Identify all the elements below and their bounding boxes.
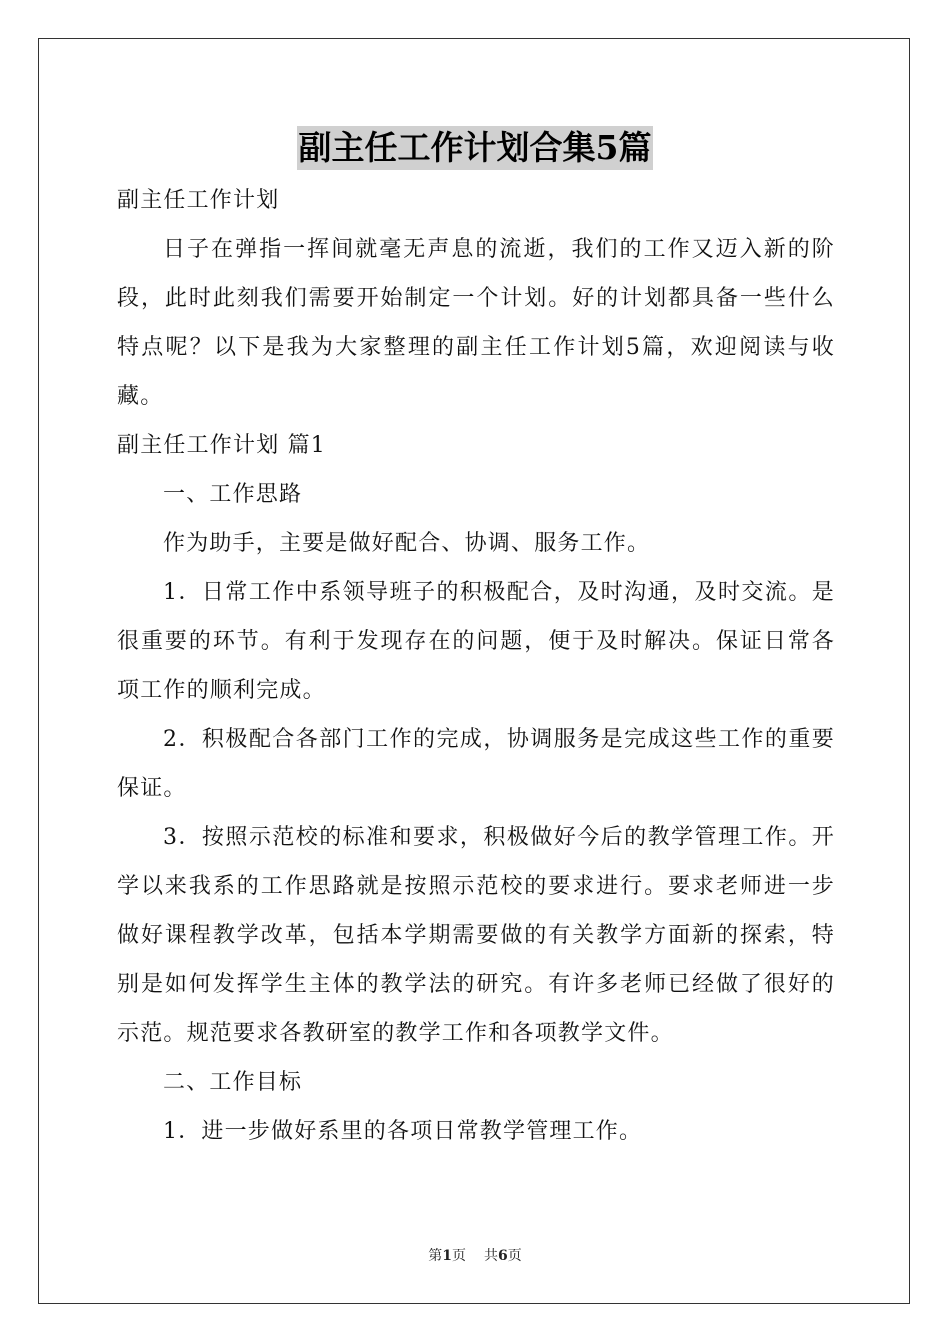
- page-current: 1: [442, 1248, 452, 1264]
- title-wrap: [0, 126, 950, 170]
- page-suffix: 页: [452, 1248, 466, 1264]
- page-total: 6: [498, 1248, 508, 1264]
- body-paragraph: 2．积极配合各部门工作的完成，协调服务是完成这些工作的重要保证。: [117, 727, 835, 801]
- document-title: 副主任工作计划合集5篇: [297, 126, 654, 170]
- body-paragraph: 作为助手，主要是做好配合、协调、服务工作。: [163, 531, 651, 556]
- total-suffix: 页: [507, 1248, 522, 1264]
- document-body: [117, 176, 835, 1156]
- subheading: 一、工作思路: [163, 482, 303, 507]
- intro-paragraph: 日子在弹指一挥间就毫无声息的流逝，我们的工作又迈入新的阶段，此时此刻我们需要开始制定一个计划。好的计划都具备一些什么特点呢？以下是我为大家整理的副主任工作计划5篇，欢迎阅读与收藏。: [117, 237, 835, 409]
- subheading: 二、工作目标: [163, 1070, 303, 1095]
- body-paragraph: 1．进一步做好系里的各项日常教学管理工作。: [163, 1119, 643, 1144]
- section-heading: 副主任工作计划: [117, 188, 280, 213]
- total-prefix: 共: [484, 1248, 498, 1264]
- body-paragraph: 3．按照示范校的标准和要求，积极做好今后的教学管理工作。开学以来我系的工作思路就是按照示范校的要求进行。要求老师进一步做好课程教学改革，包括本学期需要做的有关教学方面新的探索，特别是如何发挥学生主体的教学法的研究。有许多老师已经做了很好的示范。规范要求各教研室的教学工作和各项教学文件。: [117, 825, 835, 1046]
- body-paragraph: 1．日常工作中系领导班子的积极配合，及时沟通，及时交流。是很重要的环节。有利于发现存在的问题，便于及时解决。保证日常各项工作的顺利完成。: [117, 580, 835, 703]
- page-footer: [0, 1246, 950, 1266]
- page-prefix: 第: [428, 1248, 443, 1264]
- section-heading: 副主任工作计划 篇1: [117, 433, 326, 458]
